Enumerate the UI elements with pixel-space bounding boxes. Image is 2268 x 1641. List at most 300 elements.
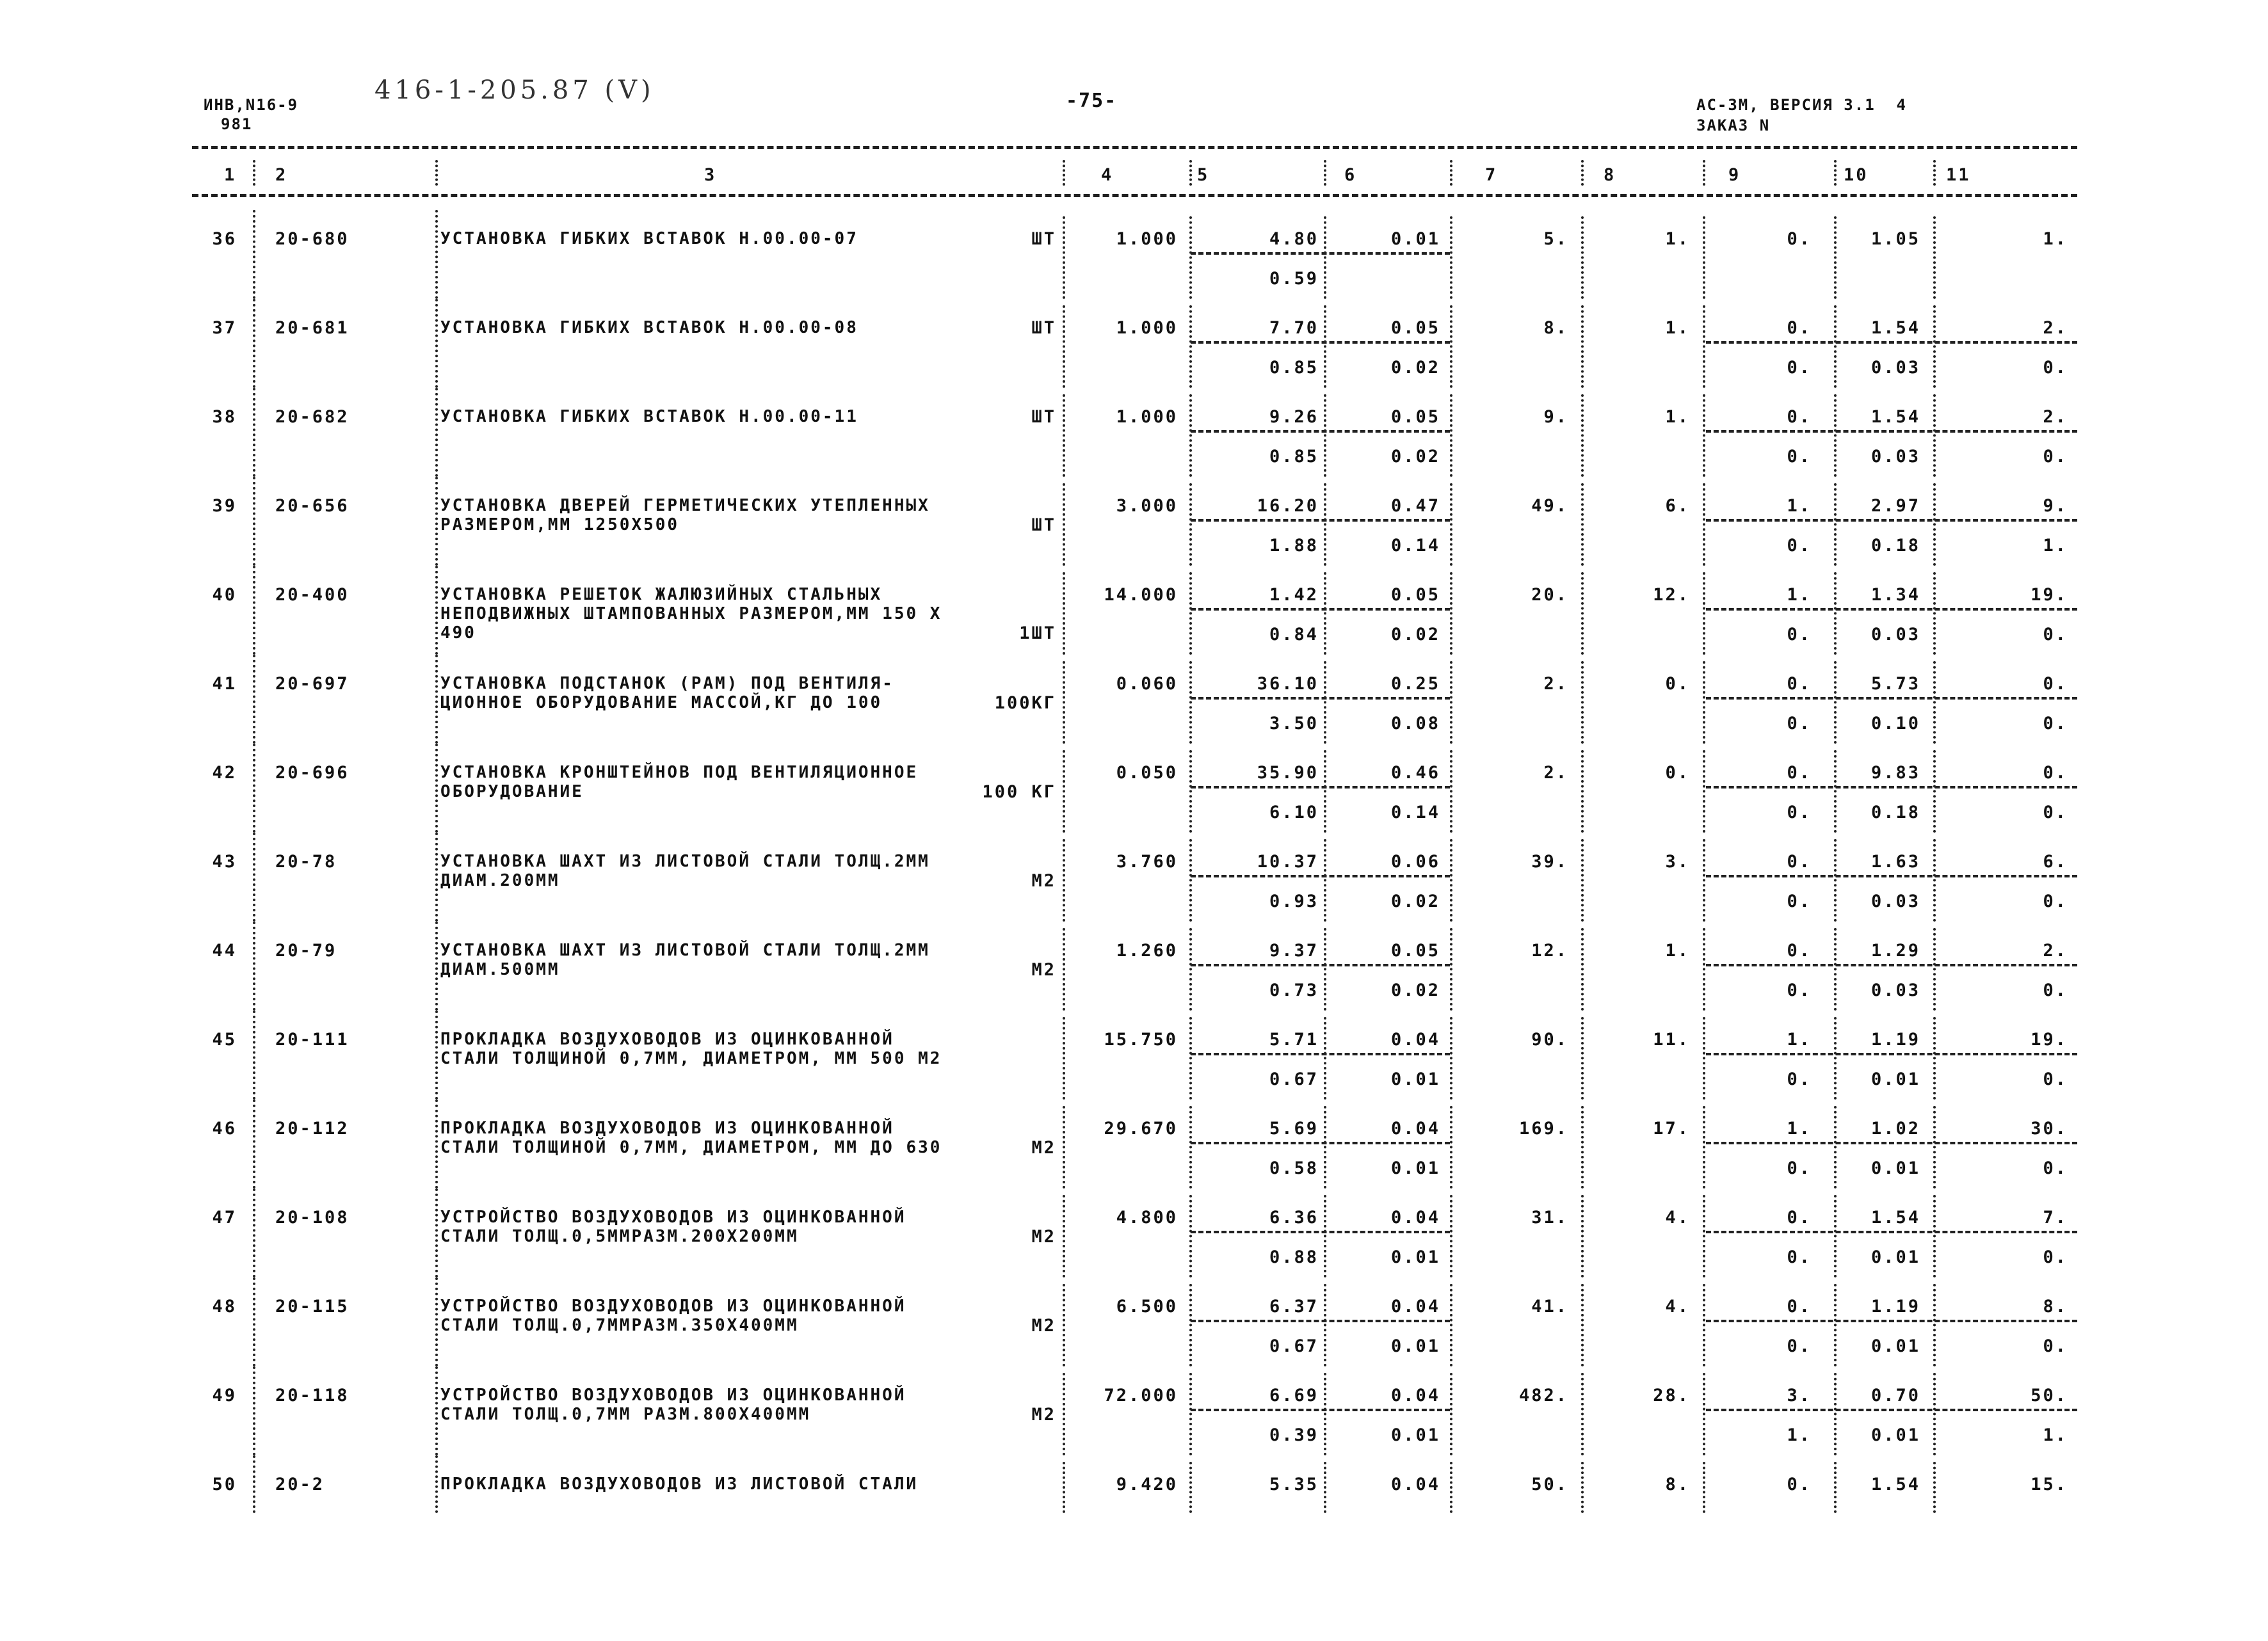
row-description-line: ДИАМ.200ММ xyxy=(440,871,560,890)
row-value-c11: 2. xyxy=(2043,318,2068,338)
order-label: ЗАКАЗ N xyxy=(1696,116,1771,134)
row-value-c6: 0.04 xyxy=(1390,1297,1440,1317)
row-separator xyxy=(1189,1195,1192,1277)
row-value-c9: 0. xyxy=(1787,1297,1812,1317)
row-sub-value-c6: 0.14 xyxy=(1390,536,1440,556)
row-subdivider xyxy=(1191,1142,1450,1144)
row-separator xyxy=(253,388,255,477)
row-separator xyxy=(435,299,438,388)
row-value-c6: 0.25 xyxy=(1390,674,1440,694)
row-value-c7: 90. xyxy=(1531,1030,1568,1050)
page-number: -75- xyxy=(1066,90,1118,112)
row-subdivider xyxy=(1706,1053,2077,1055)
row-separator xyxy=(1933,750,1936,833)
row-sub-value-c9: 0. xyxy=(1787,447,1812,467)
row-value-c9: 0. xyxy=(1787,941,1812,961)
row-value-c11: 8. xyxy=(2043,1297,2068,1317)
row-value-c8: 3. xyxy=(1665,852,1690,872)
row-subdivider xyxy=(1191,430,1450,433)
row-value-c4: 9.420 xyxy=(1116,1475,1178,1494)
row-separator xyxy=(435,655,438,744)
row-separator xyxy=(1933,394,1936,477)
column-header-7: 7 xyxy=(1485,165,1498,185)
row-value-c7: 482. xyxy=(1518,1386,1568,1405)
row-subdivider xyxy=(1706,786,2077,788)
row-unit: ШТ xyxy=(1031,229,1056,249)
row-sub-value-c6: 0.02 xyxy=(1390,981,1440,1000)
row-code: 20-118 xyxy=(275,1386,350,1405)
row-subdivider xyxy=(1191,1409,1450,1411)
row-value-c11: 2. xyxy=(2043,407,2068,427)
row-value-c5: 1.42 xyxy=(1269,585,1319,605)
row-separator xyxy=(1450,928,1452,1011)
row-number: 50 xyxy=(212,1475,237,1494)
row-description-line: СТАЛИ ТОЛЩ.0,5ММРАЗМ.200Х200ММ xyxy=(440,1227,799,1246)
row-number: 43 xyxy=(212,852,237,872)
row-value-c7: 31. xyxy=(1531,1208,1568,1228)
row-value-c6: 0.04 xyxy=(1390,1030,1440,1050)
row-subdivider xyxy=(1191,875,1450,877)
row-code: 20-680 xyxy=(275,229,350,249)
row-sub-value-c9: 1. xyxy=(1787,1425,1812,1445)
row-code: 20-681 xyxy=(275,318,350,338)
row-number: 46 xyxy=(212,1119,237,1139)
row-value-c10: 1.63 xyxy=(1870,852,1920,872)
row-value-c4: 1.000 xyxy=(1116,229,1178,249)
row-separator xyxy=(1189,928,1192,1011)
row-sub-value-c5: 3.50 xyxy=(1269,714,1319,733)
row-value-c11: 2. xyxy=(2043,941,2068,961)
row-sub-value-c6: 0.02 xyxy=(1390,447,1440,467)
row-subdivider xyxy=(1191,608,1450,611)
row-number: 44 xyxy=(212,941,237,961)
row-sub-value-c11: 0. xyxy=(2043,892,2068,911)
row-sub-value-c10: 0.18 xyxy=(1870,803,1920,822)
row-separator xyxy=(435,388,438,477)
row-number: 48 xyxy=(212,1297,237,1317)
row-value-c9: 0. xyxy=(1787,229,1812,249)
row-separator xyxy=(253,1455,255,1513)
row-sub-value-c5: 0.84 xyxy=(1269,625,1319,644)
row-separator xyxy=(1450,216,1452,299)
row-separator xyxy=(253,922,255,1011)
row-separator xyxy=(1933,572,1936,655)
row-value-c9: 0. xyxy=(1787,763,1812,783)
row-description-line: 490 xyxy=(440,623,476,643)
row-code: 20-115 xyxy=(275,1297,350,1317)
row-description-line: УСТРОЙСТВО ВОЗДУХОВОДОВ ИЗ ОЦИНКОВАННОЙ xyxy=(440,1297,906,1316)
row-sub-value-c11: 0. xyxy=(2043,1336,2068,1356)
row-separator xyxy=(1189,1284,1192,1366)
row-value-c4: 14.000 xyxy=(1104,585,1178,605)
row-number: 41 xyxy=(212,674,237,694)
row-value-c6: 0.46 xyxy=(1390,763,1440,783)
row-separator xyxy=(1450,1195,1452,1277)
row-value-c5: 5.69 xyxy=(1269,1119,1319,1139)
row-sub-value-c11: 0. xyxy=(2043,981,2068,1000)
row-separator xyxy=(1189,661,1192,744)
row-description-line: ОБОРУДОВАНИЕ xyxy=(440,782,584,801)
row-value-c8: 0. xyxy=(1665,674,1690,694)
row-separator xyxy=(435,1189,438,1277)
row-value-c10: 1.34 xyxy=(1870,585,1920,605)
column-header-separator xyxy=(1450,160,1452,186)
row-sub-value-c5: 0.39 xyxy=(1269,1425,1319,1445)
row-description-line: ПРОКЛАДКА ВОЗДУХОВОДОВ ИЗ ОЦИНКОВАННОЙ xyxy=(440,1119,894,1138)
row-sub-value-c6: 0.08 xyxy=(1390,714,1440,733)
row-sub-value-c5: 1.88 xyxy=(1269,536,1319,556)
row-value-c11: 0. xyxy=(2043,763,2068,783)
row-sub-value-c5: 0.67 xyxy=(1269,1336,1319,1356)
row-unit: 1ШТ xyxy=(1019,623,1056,643)
row-value-c5: 4.80 xyxy=(1269,229,1319,249)
row-separator xyxy=(1189,839,1192,922)
row-value-c10: 1.05 xyxy=(1870,229,1920,249)
row-value-c11: 50. xyxy=(2031,1386,2068,1405)
row-separator xyxy=(1933,483,1936,566)
row-sub-value-c6: 0.01 xyxy=(1390,1158,1440,1178)
row-separator xyxy=(1450,1017,1452,1100)
column-header-2: 2 xyxy=(275,165,288,185)
row-sub-value-c11: 0. xyxy=(2043,803,2068,822)
row-separator xyxy=(253,744,255,833)
row-value-c8: 28. xyxy=(1653,1386,1690,1405)
row-value-c7: 49. xyxy=(1531,496,1568,516)
row-value-c4: 4.800 xyxy=(1116,1208,1178,1228)
row-value-c5: 6.69 xyxy=(1269,1386,1319,1405)
row-separator xyxy=(1189,1373,1192,1455)
row-description-line: УСТАНОВКА ШАХТ ИЗ ЛИСТОВОЙ СТАЛИ ТОЛЩ.2ММ xyxy=(440,852,930,871)
row-separator xyxy=(1189,216,1192,299)
column-header-separator xyxy=(435,160,438,186)
row-unit: М2 xyxy=(1031,1227,1056,1247)
row-subdivider xyxy=(1191,341,1450,344)
row-unit: ШТ xyxy=(1031,407,1056,427)
row-subdivider xyxy=(1706,1231,2077,1233)
row-sub-value-c9: 0. xyxy=(1787,358,1812,378)
column-header-9: 9 xyxy=(1728,165,1741,185)
row-value-c7: 2. xyxy=(1543,674,1568,694)
row-value-c8: 0. xyxy=(1665,763,1690,783)
row-sub-value-c6: 0.01 xyxy=(1390,1425,1440,1445)
row-separator xyxy=(253,1277,255,1366)
row-code: 20-2 xyxy=(275,1475,325,1494)
row-code: 20-78 xyxy=(275,852,337,872)
row-separator xyxy=(1189,305,1192,388)
row-sub-value-c11: 0. xyxy=(2043,1158,2068,1178)
row-value-c10: 1.02 xyxy=(1870,1119,1920,1139)
row-separator xyxy=(435,477,438,566)
row-subdivider xyxy=(1706,608,2077,611)
row-value-c11: 9. xyxy=(2043,496,2068,516)
row-code: 20-108 xyxy=(275,1208,350,1228)
row-sub-value-c6: 0.01 xyxy=(1390,1336,1440,1356)
row-sub-value-c6: 0.01 xyxy=(1390,1247,1440,1267)
column-header-4: 4 xyxy=(1101,165,1114,185)
row-separator xyxy=(1450,1462,1452,1513)
row-value-c10: 1.19 xyxy=(1870,1030,1920,1050)
row-separator xyxy=(1933,839,1936,922)
row-value-c6: 0.01 xyxy=(1390,229,1440,249)
row-value-c5: 10.37 xyxy=(1257,852,1319,872)
row-value-c9: 3. xyxy=(1787,1386,1812,1405)
row-value-c6: 0.04 xyxy=(1390,1475,1440,1494)
row-value-c5: 5.71 xyxy=(1269,1030,1319,1050)
row-value-c8: 1. xyxy=(1665,407,1690,427)
row-subdivider xyxy=(1706,964,2077,966)
row-subdivider xyxy=(1191,697,1450,700)
column-header-separator xyxy=(1581,160,1584,186)
row-sub-value-c5: 0.67 xyxy=(1269,1069,1319,1089)
row-unit: М2 xyxy=(1031,1316,1056,1336)
row-separator xyxy=(253,1366,255,1455)
row-value-c8: 4. xyxy=(1665,1208,1690,1228)
row-sub-value-c11: 1. xyxy=(2043,1425,2068,1445)
row-value-c11: 7. xyxy=(2043,1208,2068,1228)
row-separator xyxy=(253,210,255,299)
row-sub-value-c11: 0. xyxy=(2043,1247,2068,1267)
row-value-c6: 0.06 xyxy=(1390,852,1440,872)
row-code: 20-79 xyxy=(275,941,337,961)
column-header-separator xyxy=(1063,160,1065,186)
row-sub-value-c5: 0.93 xyxy=(1269,892,1319,911)
column-header-1: 1 xyxy=(224,165,237,185)
row-value-c9: 0. xyxy=(1787,407,1812,427)
row-value-c10: 1.29 xyxy=(1870,941,1920,961)
column-header-separator xyxy=(253,160,255,186)
row-sub-value-c11: 0. xyxy=(2043,1069,2068,1089)
row-separator xyxy=(253,1011,255,1100)
row-number: 40 xyxy=(212,585,237,605)
row-value-c7: 12. xyxy=(1531,941,1568,961)
row-sub-value-c9: 0. xyxy=(1787,536,1812,556)
row-separator xyxy=(1450,572,1452,655)
row-sub-value-c9: 0. xyxy=(1787,892,1812,911)
row-value-c8: 12. xyxy=(1653,585,1690,605)
row-separator xyxy=(435,1277,438,1366)
column-header-separator xyxy=(1834,160,1837,186)
row-description-line: ДИАМ.500ММ xyxy=(440,960,560,979)
row-separator xyxy=(1189,572,1192,655)
row-value-c9: 0. xyxy=(1787,674,1812,694)
row-sub-value-c6: 0.02 xyxy=(1390,625,1440,644)
row-separator xyxy=(1933,1284,1936,1366)
row-sub-value-c10: 0.01 xyxy=(1870,1247,1920,1267)
row-separator xyxy=(253,566,255,655)
row-value-c10: 1.19 xyxy=(1870,1297,1920,1317)
row-value-c5: 6.37 xyxy=(1269,1297,1319,1317)
row-separator xyxy=(435,210,438,299)
row-value-c4: 6.500 xyxy=(1116,1297,1178,1317)
row-description-line: УСТАНОВКА РЕШЕТОК ЖАЛЮЗИЙНЫХ СТАЛЬНЫХ xyxy=(440,585,883,604)
row-number: 37 xyxy=(212,318,237,338)
column-header-separator xyxy=(1324,160,1326,186)
row-sub-value-c9: 0. xyxy=(1787,625,1812,644)
row-value-c6: 0.04 xyxy=(1390,1208,1440,1228)
row-value-c7: 9. xyxy=(1543,407,1568,427)
row-value-c5: 35.90 xyxy=(1257,763,1319,783)
row-unit: 100КГ xyxy=(994,693,1056,713)
row-sub-value-c9: 0. xyxy=(1787,803,1812,822)
row-separator xyxy=(1450,1106,1452,1189)
row-subdivider xyxy=(1706,519,2077,522)
row-separator xyxy=(435,1366,438,1455)
column-header-8: 8 xyxy=(1604,165,1616,185)
row-separator xyxy=(1189,394,1192,477)
column-header-separator xyxy=(1933,160,1936,186)
row-code: 20-697 xyxy=(275,674,350,694)
row-subdivider xyxy=(1191,1053,1450,1055)
row-value-c11: 15. xyxy=(2031,1475,2068,1494)
row-code: 20-111 xyxy=(275,1030,350,1050)
row-subdivider xyxy=(1706,875,2077,877)
row-value-c6: 0.05 xyxy=(1390,941,1440,961)
row-sub-value-c6: 0.01 xyxy=(1390,1069,1440,1089)
row-separator xyxy=(1933,1106,1936,1189)
row-sub-value-c10: 0.10 xyxy=(1870,714,1920,733)
row-description-line: УСТАНОВКА ГИБКИХ ВСТАВОК Н.00.00-08 xyxy=(440,318,858,337)
program-version: АС-3М, ВЕРСИЯ 3.1 4 xyxy=(1696,96,1907,114)
row-value-c5: 36.10 xyxy=(1257,674,1319,694)
row-unit: ШТ xyxy=(1031,318,1056,338)
row-description-line: ПРОКЛАДКА ВОЗДУХОВОДОВ ИЗ ЛИСТОВОЙ СТАЛИ xyxy=(440,1475,919,1494)
row-value-c7: 20. xyxy=(1531,585,1568,605)
row-value-c11: 1. xyxy=(2043,229,2068,249)
row-sub-value-c10: 0.03 xyxy=(1870,981,1920,1000)
row-description-line: УСТРОЙСТВО ВОЗДУХОВОДОВ ИЗ ОЦИНКОВАННОЙ xyxy=(440,1208,906,1227)
row-value-c7: 169. xyxy=(1518,1119,1568,1139)
row-separator xyxy=(1189,750,1192,833)
row-sub-value-c5: 0.58 xyxy=(1269,1158,1319,1178)
row-separator xyxy=(435,566,438,655)
row-subdivider xyxy=(1706,1409,2077,1411)
row-value-c11: 19. xyxy=(2031,585,2068,605)
row-description-line: ЦИОННОЕ ОБОРУДОВАНИЕ МАССОЙ,КГ ДО 100 xyxy=(440,693,883,712)
row-separator xyxy=(1933,216,1936,299)
row-sub-value-c5: 0.73 xyxy=(1269,981,1319,1000)
row-separator xyxy=(1933,1373,1936,1455)
row-subdivider xyxy=(1191,1231,1450,1233)
row-separator xyxy=(435,1100,438,1189)
row-sub-value-c5: 0.88 xyxy=(1269,1247,1319,1267)
row-code: 20-112 xyxy=(275,1119,350,1139)
row-number: 45 xyxy=(212,1030,237,1050)
row-value-c7: 50. xyxy=(1531,1475,1568,1494)
row-value-c11: 19. xyxy=(2031,1030,2068,1050)
row-value-c9: 0. xyxy=(1787,1475,1812,1494)
row-value-c8: 11. xyxy=(1653,1030,1690,1050)
row-unit: М2 xyxy=(1031,1405,1056,1425)
row-value-c8: 1. xyxy=(1665,318,1690,338)
row-sub-value-c5: 0.85 xyxy=(1269,447,1319,467)
row-unit: М2 xyxy=(1031,960,1056,980)
row-description-line: УСТАНОВКА ГИБКИХ ВСТАВОК Н.00.00-07 xyxy=(440,229,858,248)
row-value-c6: 0.05 xyxy=(1390,318,1440,338)
column-header-10: 10 xyxy=(1844,165,1869,185)
row-separator xyxy=(1189,1462,1192,1513)
row-separator xyxy=(1933,661,1936,744)
row-value-c5: 7.70 xyxy=(1269,318,1319,338)
row-sub-value-c10: 0.01 xyxy=(1870,1425,1920,1445)
row-number: 36 xyxy=(212,229,237,249)
row-unit: ШТ xyxy=(1031,515,1056,535)
row-value-c4: 29.670 xyxy=(1104,1119,1178,1139)
row-value-c9: 1. xyxy=(1787,585,1812,605)
row-separator xyxy=(1450,394,1452,477)
row-value-c5: 9.26 xyxy=(1269,407,1319,427)
row-sub-value-c6: 0.02 xyxy=(1390,892,1440,911)
row-code: 20-400 xyxy=(275,585,350,605)
row-sub-value-c6: 0.14 xyxy=(1390,803,1440,822)
row-description-line: НЕПОДВИЖНЫХ ШТАМПОВАННЫХ РАЗМЕРОМ,ММ 150 Х xyxy=(440,604,942,623)
row-separator xyxy=(1933,1462,1936,1513)
row-unit: 100 КГ xyxy=(982,782,1056,802)
row-value-c11: 30. xyxy=(2031,1119,2068,1139)
row-value-c5: 5.35 xyxy=(1269,1475,1319,1494)
row-unit: М2 xyxy=(1031,1138,1056,1158)
row-subdivider xyxy=(1191,252,1450,255)
row-value-c6: 0.47 xyxy=(1390,496,1440,516)
row-value-c4: 15.750 xyxy=(1104,1030,1178,1050)
row-number: 47 xyxy=(212,1208,237,1228)
row-description-line: СТАЛИ ТОЛЩ.0,7ММРАЗМ.350Х400ММ xyxy=(440,1316,799,1335)
row-sub-value-c9: 0. xyxy=(1787,1069,1812,1089)
row-separator xyxy=(1450,839,1452,922)
row-sub-value-c10: 0.01 xyxy=(1870,1336,1920,1356)
row-description-line: ПРОКЛАДКА ВОЗДУХОВОДОВ ИЗ ОЦИНКОВАННОЙ xyxy=(440,1030,894,1049)
row-value-c4: 72.000 xyxy=(1104,1386,1178,1405)
row-value-c9: 0. xyxy=(1787,1208,1812,1228)
row-value-c7: 2. xyxy=(1543,763,1568,783)
column-header-5: 5 xyxy=(1197,165,1210,185)
row-sub-value-c5: 0.59 xyxy=(1269,269,1319,289)
row-value-c4: 1.260 xyxy=(1116,941,1178,961)
row-separator xyxy=(1933,1195,1936,1277)
row-description-line: УСТАНОВКА ГИБКИХ ВСТАВОК Н.00.00-11 xyxy=(440,407,858,426)
row-subdivider xyxy=(1706,341,2077,344)
row-value-c9: 1. xyxy=(1787,496,1812,516)
row-value-c9: 0. xyxy=(1787,318,1812,338)
handwritten-project-number: 416-1-205.87 (V) xyxy=(374,76,655,105)
row-separator xyxy=(1450,1373,1452,1455)
row-value-c6: 0.05 xyxy=(1390,407,1440,427)
row-sub-value-c10: 0.03 xyxy=(1870,892,1920,911)
row-value-c10: 5.73 xyxy=(1870,674,1920,694)
row-subdivider xyxy=(1706,1320,2077,1322)
row-number: 38 xyxy=(212,407,237,427)
row-sub-value-c10: 0.03 xyxy=(1870,625,1920,644)
row-value-c8: 6. xyxy=(1665,496,1690,516)
row-separator xyxy=(1450,750,1452,833)
row-subdivider xyxy=(1191,786,1450,788)
row-code: 20-696 xyxy=(275,763,350,783)
row-value-c4: 1.000 xyxy=(1116,318,1178,338)
row-value-c4: 3.760 xyxy=(1116,852,1178,872)
row-sub-value-c10: 0.03 xyxy=(1870,447,1920,467)
row-separator xyxy=(1189,1106,1192,1189)
row-value-c7: 41. xyxy=(1531,1297,1568,1317)
row-description-line: УСТАНОВКА ДВЕРЕЙ ГЕРМЕТИЧЕСКИХ УТЕПЛЕННЫХ xyxy=(440,496,930,515)
row-sub-value-c5: 0.85 xyxy=(1269,358,1319,378)
row-description-line: СТАЛИ ТОЛЩИНОЙ 0,7ММ, ДИАМЕТРОМ, ММ 500 М2 xyxy=(440,1049,942,1068)
row-separator xyxy=(253,299,255,388)
row-description-line: РАЗМЕРОМ,ММ 1250Х500 xyxy=(440,515,680,534)
row-sub-value-c9: 0. xyxy=(1787,714,1812,733)
row-value-c8: 1. xyxy=(1665,941,1690,961)
row-description-line: УСТРОЙСТВО ВОЗДУХОВОДОВ ИЗ ОЦИНКОВАННОЙ xyxy=(440,1386,906,1405)
row-separator xyxy=(435,833,438,922)
row-number: 42 xyxy=(212,763,237,783)
